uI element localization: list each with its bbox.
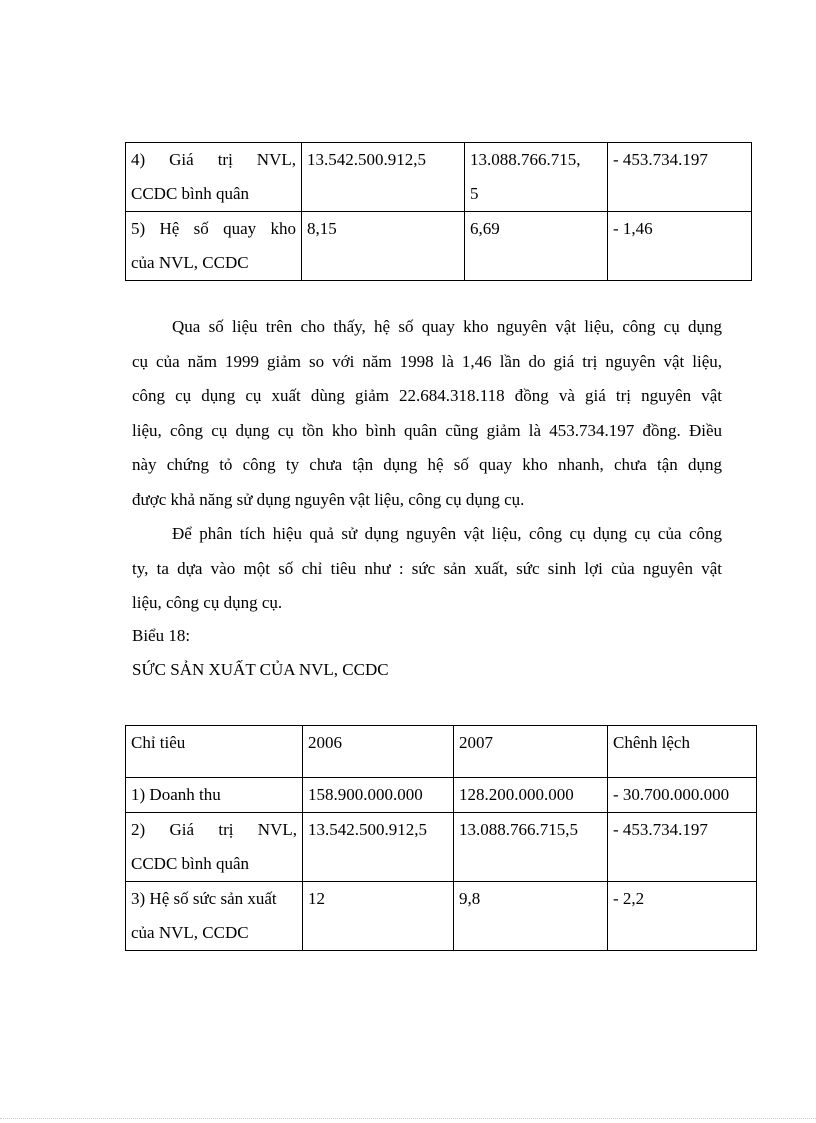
row-label-cell (126, 212, 302, 281)
header-cell: 2006 (303, 726, 454, 778)
table-cell (465, 143, 608, 212)
table-cell (303, 778, 454, 813)
header-cell: Chênh lệch (608, 726, 757, 778)
paragraph-line: được khả năng sử dụng nguyên vật liệu, công cụ dụng cụ. (132, 489, 525, 509)
paragraph-line: liệu, công cụ dụng cụ tồn kho bình quân cũng giảm là 453.734.197 đồng. Điều (132, 420, 722, 440)
cell-value: - 453.734.197 (613, 820, 708, 839)
row-label-line: của NVL, CCDC (131, 253, 249, 272)
row-label-cell (126, 143, 302, 212)
row-label-line: của NVL, CCDC (131, 923, 249, 942)
header-cell: 2007 (454, 726, 608, 778)
paragraph-line: công cụ dụng cụ xuất dùng giảm 22.684.318.118 đồng và giá trị nguyên vật (132, 386, 722, 405)
row-label-cell (126, 882, 303, 951)
table-cell (454, 813, 608, 882)
cell-value: 9,8 (459, 889, 481, 908)
table-cell (303, 813, 454, 882)
cell-value: 12 (308, 889, 325, 908)
cell-value: 13.542.500.912,5 (308, 820, 427, 839)
paragraph-line: cụ của năm 1999 giảm so với năm 1998 là 1,46 lần do giá trị nguyên vật liệu, (132, 351, 722, 371)
cell-value: 128.200.000.000 (459, 785, 574, 804)
cell-value: - 1,46 (613, 219, 653, 238)
table-row (126, 778, 757, 813)
cell-value-line: 5 (470, 184, 479, 203)
analysis-paragraph (132, 310, 722, 517)
row-label-line: CCDC bình quân (131, 184, 250, 203)
paragraph-line: này chứng tỏ công ty chưa tận dụng hệ số quay kho nhanh, chưa tận dụng (132, 455, 722, 474)
table-row (126, 143, 752, 212)
table-cell (302, 212, 465, 281)
row-label-line: 2) Giá trị NVL, (131, 820, 297, 839)
paragraph-line: liệu, công cụ dụng cụ. (132, 593, 283, 612)
table-cell (303, 882, 454, 951)
table-header-row (126, 726, 757, 778)
paragraph-line: Để phân tích hiệu quả sử dụng nguyên vật liệu, công cụ dụng cụ của công (172, 524, 722, 543)
cell-value: 158.900.000.000 (308, 785, 423, 804)
cell-value-line: 13.088.766.715, (470, 150, 581, 169)
table-cell (454, 778, 608, 813)
cell-value: 8,15 (307, 219, 337, 238)
inventory-turnover-table (125, 142, 752, 281)
row-label-line: 3) Hệ số sức sản xuất (131, 889, 277, 908)
table-cell (608, 212, 752, 281)
paragraph-line: Qua số liệu trên cho thấy, hệ số quay kho nguyên vật liệu, công cụ dụng (172, 317, 722, 336)
cell-value: - 453.734.197 (613, 150, 708, 169)
paragraph-line: ty, ta dựa vào một số chỉ tiêu như : sức sản xuất, sức sinh lợi của nguyên vật (132, 558, 722, 578)
table-title: SỨC SẢN XUẤT CỦA NVL, CCDC (132, 660, 389, 679)
table-cell (608, 778, 757, 813)
row-label-line: 5) Hệ số quay kho (131, 219, 296, 238)
row-label-line: CCDC bình quân (131, 854, 250, 873)
cell-value: - 2,2 (613, 889, 645, 908)
cell-value: - 30.700.000.000 (613, 785, 730, 804)
productivity-table (125, 725, 757, 951)
cell-value: 13.542.500.912,5 (307, 150, 426, 169)
page-bottom-divider (0, 1118, 816, 1119)
intro-paragraph (132, 517, 722, 621)
table-cell (608, 143, 752, 212)
row-label-cell (126, 813, 303, 882)
table-row (126, 882, 757, 951)
header-cell: Chỉ tiêu (126, 726, 303, 778)
table-cell (465, 212, 608, 281)
cell-value: 13.088.766.715,5 (459, 820, 578, 839)
table-cell (608, 882, 757, 951)
table-cell (302, 143, 465, 212)
table-row (126, 813, 757, 882)
table-row (126, 212, 752, 281)
row-label-line: 4) Giá trị NVL, (131, 150, 296, 169)
cell-value: 6,69 (470, 219, 500, 238)
table-cell (608, 813, 757, 882)
row-label-cell (126, 778, 303, 813)
row-label-line: 1) Doanh thu (131, 785, 221, 804)
figure-label: Biểu 18: (132, 626, 191, 645)
table-cell (454, 882, 608, 951)
